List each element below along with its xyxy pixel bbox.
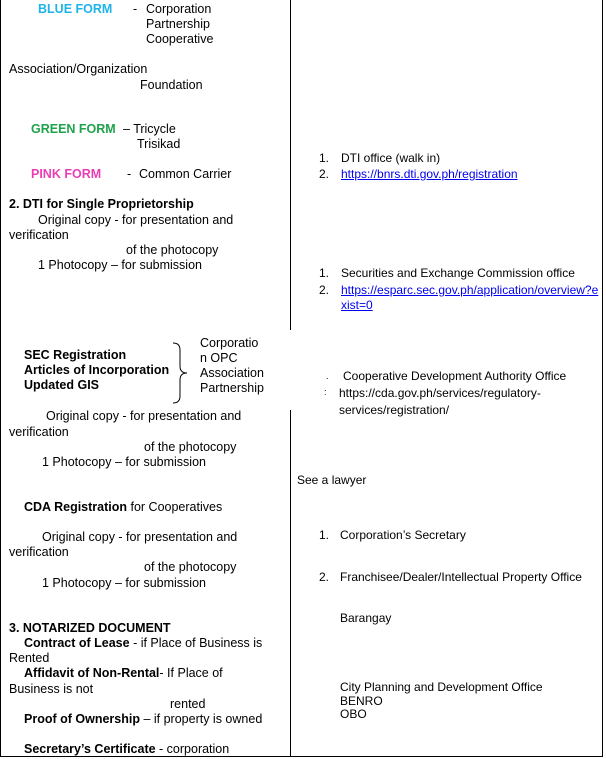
sec-office: Securities and Exchange Commission office (341, 266, 575, 280)
affidavit-non-rental (24, 666, 223, 681)
obo: OBO (340, 707, 367, 721)
common-carrier: Common Carrier (139, 167, 232, 181)
secretary-bold: Secretary’s Certificate (24, 742, 156, 756)
dti-heading: 2. DTI for Single Proprietorship (9, 197, 194, 211)
contract-of-lease-bold: Contract of Lease (24, 636, 130, 650)
notarized-document-heading: 3. NOTARIZED DOCUMENT (9, 621, 171, 635)
verification-1: verification (9, 228, 69, 242)
photocopy-submission-3: 1 Photocopy – for submission (42, 576, 206, 590)
business-is-not: Business is not (9, 682, 94, 696)
updated-gis: Updated GIS (24, 378, 100, 392)
dti-registration-link[interactable]: https://bnrs.dti.gov.ph/registration (341, 167, 518, 181)
blue-form-label: BLUE FORM (38, 2, 113, 16)
cda-office: Cooperative Development Authority Office (343, 369, 567, 383)
contract-of-lease-rest: - if Place of Business is (129, 636, 263, 650)
benro: BENRO (340, 694, 383, 708)
see-a-lawyer: See a lawyer (297, 473, 367, 487)
affidavit-rest: - If Place of (159, 666, 223, 680)
foundation: Foundation (140, 78, 203, 92)
sec-esparc-link[interactable]: https://esparc.sec.gov.ph/application/overview?e (341, 283, 599, 297)
divider-gap (284, 330, 304, 410)
photocopy-submission-1: 1 Photocopy – for submission (38, 258, 202, 272)
verification-3: verification (9, 545, 69, 559)
contract-of-lease (24, 636, 262, 651)
association-organization: Association/Organization (9, 62, 148, 76)
blue-item-cooperative: Cooperative (146, 32, 214, 46)
city-planning: City Planning and Development Office (340, 680, 543, 694)
cda-url-b: services/registration/ (339, 403, 450, 417)
sec-num-2: 2. (319, 283, 330, 297)
sec-registration: SEC Registration (24, 348, 127, 362)
proof-rest: – if property is owned (139, 712, 263, 726)
blue-form-dash: - (133, 2, 138, 16)
corp-secretary-num: 1. (319, 528, 330, 542)
affidavit-bold: Affidavit of Non-Rental (24, 666, 160, 680)
cda-registration (24, 500, 222, 515)
of-photocopy-2: of the photocopy (144, 440, 237, 454)
dti-num-1: 1. (319, 151, 330, 165)
barangay: Barangay (340, 611, 392, 625)
blue-item-partnership: Partnership (146, 17, 210, 31)
corporation-secretary: Corporation’s Secretary (340, 528, 466, 542)
original-copy-1: Original copy - for presentation and (38, 213, 234, 227)
original-copy-2: Original copy - for presentation and (46, 409, 242, 423)
dti-num-2: 2. (319, 167, 330, 181)
secretary-certificate (24, 742, 229, 757)
franchisee-office: Franchisee/Dealer/Intellectual Property Office (340, 570, 582, 584)
original-copy-3: Original copy - for presentation and (42, 530, 238, 544)
sec-num-1: 1. (319, 266, 330, 280)
verification-2: verification (9, 425, 69, 439)
dti-office: DTI office (walk in) (341, 151, 441, 165)
proof-of-ownership (24, 712, 262, 727)
trisikad: Trisikad (137, 137, 181, 151)
brace-icon (171, 342, 189, 404)
cda-registration-bold: CDA Registration (24, 500, 128, 514)
proof-bold: Proof of Ownership (24, 712, 140, 726)
pink-form-label: PINK FORM (31, 167, 102, 181)
brace-item-partnership: Partnership (200, 381, 264, 395)
brace-item-association: Association (200, 366, 264, 380)
of-photocopy-3: of the photocopy (144, 560, 237, 574)
sec-esparc-link-cont[interactable]: xist=0 (341, 298, 373, 312)
secretary-rest: - corporation (155, 742, 230, 756)
green-form-label: GREEN FORM (31, 122, 116, 136)
rented-2: rented (170, 697, 206, 711)
blue-item-corporation: Corporation (146, 2, 212, 16)
of-photocopy-1: of the photocopy (126, 243, 219, 257)
articles-of-incorporation: Articles of Incorporation (24, 363, 170, 377)
brace-item-opc: n OPC (200, 351, 238, 365)
photocopy-submission-2: 1 Photocopy – for submission (42, 455, 206, 469)
brace-item-corporatio: Corporatio (200, 336, 259, 350)
rented-1: Rented (9, 651, 50, 665)
franchisee-num: 2. (319, 570, 330, 584)
green-form-tricycle: – Tricycle (123, 122, 176, 136)
bullet-colon-icon: : (324, 387, 327, 397)
bullet-dot-icon: . (326, 371, 329, 381)
pink-form-dash: - (127, 167, 132, 181)
cda-registration-rest: for Cooperatives (127, 500, 223, 514)
cda-url-a: https://cda.gov.ph/services/regulatory- (339, 386, 541, 400)
